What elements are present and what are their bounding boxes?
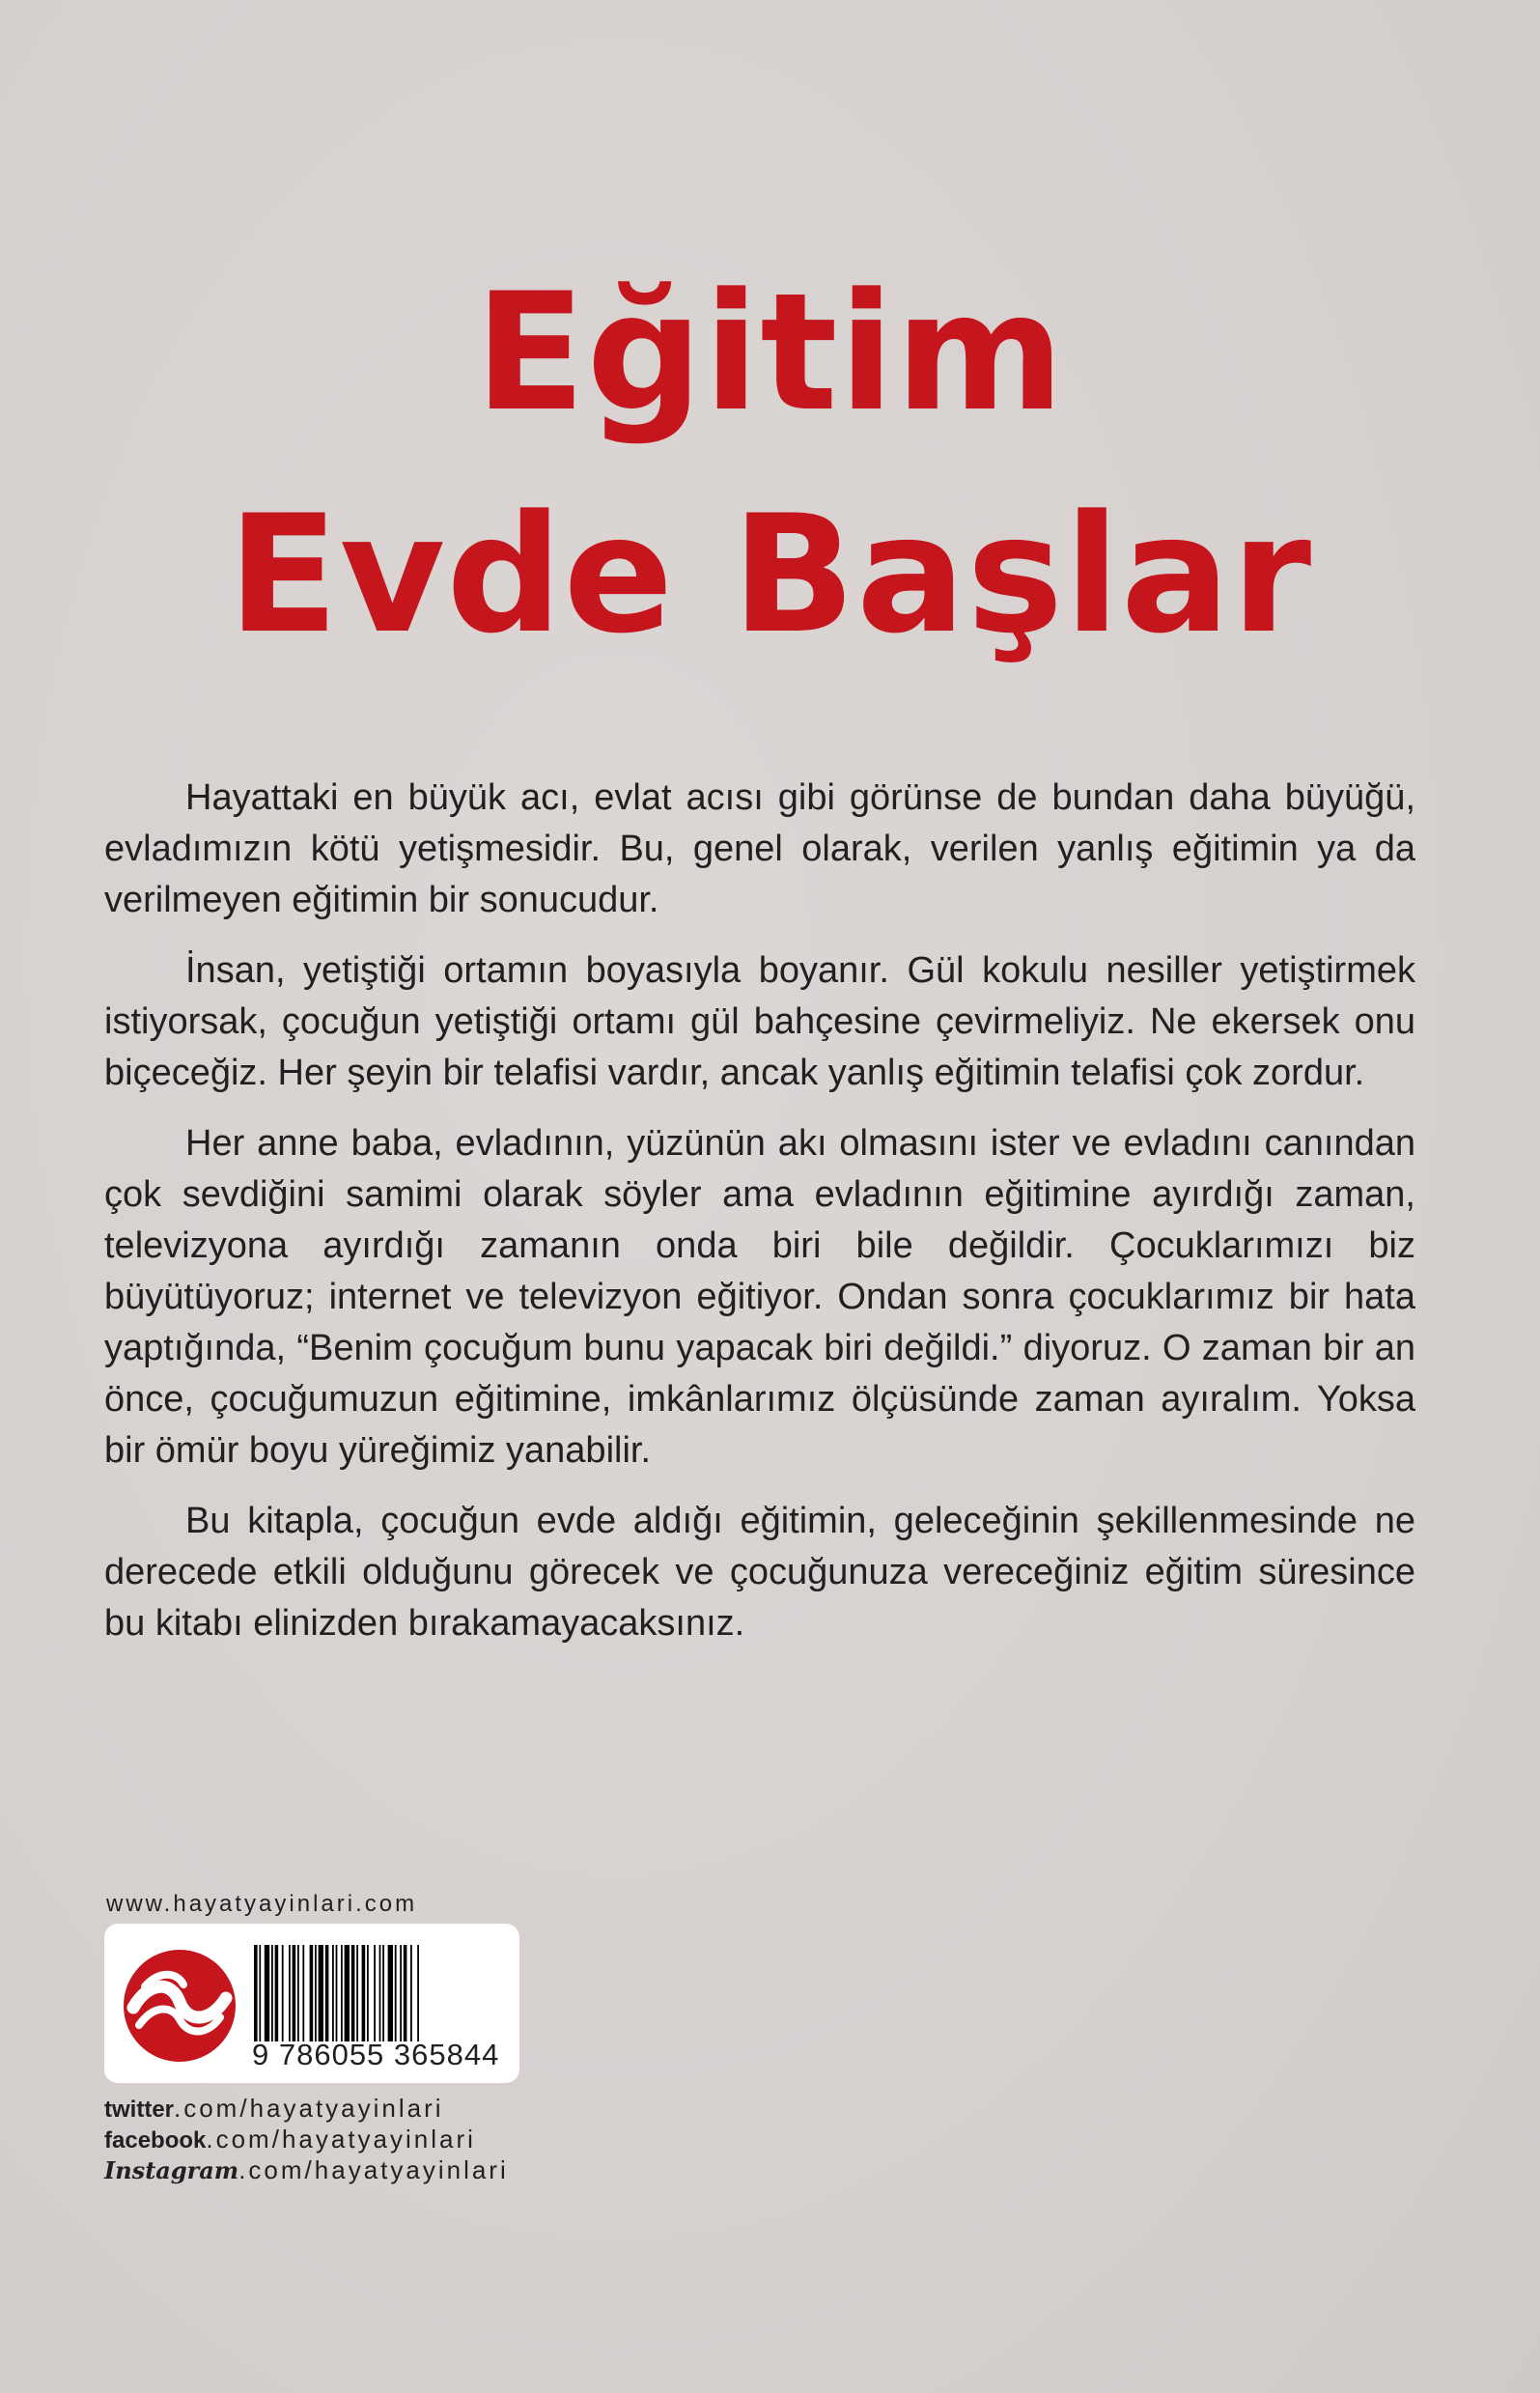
barcode-bar xyxy=(254,1945,258,2041)
blurb-paragraph-2: İnsan, yetiştiği ortamın boyasıyla boyanır. Gül kokulu nesiller yetiştirmek istiyorsak, çocuğun yetiştiği ortamı gül bahçesine çevirmeliyiz. Ne ekersek onu biçeceğiz. Her şeyin bir telafisi vardır, ancak yanlış eğitimin telafisi çok zordur. xyxy=(104,950,1415,1093)
blurb xyxy=(104,773,1415,1669)
barcode-bar xyxy=(374,1945,376,2041)
barcode-bar xyxy=(351,1945,355,2041)
barcode-bar xyxy=(310,1945,314,2041)
barcode-bar xyxy=(332,1945,334,2041)
barcode-bar xyxy=(382,1945,384,2041)
facebook-handle: .com/hayatyayinlari xyxy=(206,2125,476,2154)
twitter-handle: .com/hayatyayinlari xyxy=(174,2094,444,2123)
blurb-paragraph-3: Her anne baba, evladının, yüzünün akı olmasını ister ve evladını canından çok sevdiğini samimi olarak söyler ama evladının eğitimine ayırdığı zaman, televizyona ayırdığı zamanın onda biri bile değildir. Çocuklarımızı biz büyütüyoruz; internet ve televizyon eğitiyor. Ondan sonra çocuklarımız bir hata yaptığında, “Benim çocuğum bunu yapacak biri değildi.” diyoruz. O zaman bir an önce, çocuğumuzun eğitimine, imkânlarımız ölçüsünde zaman ayıralım. Yoksa bir ömür boyu yüreğimiz yanabilir. xyxy=(104,1123,1415,1471)
barcode-bar xyxy=(400,1945,402,2041)
social-twitter[interactable] xyxy=(104,2094,509,2125)
barcode-bar xyxy=(379,1945,381,2041)
barcode-bar xyxy=(302,1945,304,2041)
barcode-bar xyxy=(315,1945,317,2041)
barcode xyxy=(254,1945,507,2041)
barcode-bar xyxy=(417,1945,419,2041)
book-title xyxy=(0,241,1540,686)
twitter-brand: twitter xyxy=(104,2097,174,2123)
barcode-bar xyxy=(293,1945,296,2041)
hayat-logo-icon xyxy=(122,1948,238,2064)
barcode-box xyxy=(104,1924,519,2083)
barcode-bar xyxy=(271,1945,273,2041)
social-instagram[interactable] xyxy=(104,2155,509,2185)
social-links xyxy=(104,2094,509,2185)
title-line-2: Evde Başlar xyxy=(227,480,1313,669)
barcode-bar xyxy=(282,1945,284,2041)
barcode-bar xyxy=(341,1945,343,2041)
blurb-paragraph-1: Hayattaki en büyük acı, evlat acısı gibi görünse de bundan daha büyüğü, evladımızın kötü yetişmesidir. Bu, genel olarak, verilen yanlış eğitimin ya da verilmeyen eğitimin bir sonucudur. xyxy=(104,777,1415,920)
barcode-bar xyxy=(289,1945,291,2041)
barcode-bar xyxy=(362,1945,366,2041)
barcode-bar xyxy=(395,1945,397,2041)
barcode-bar xyxy=(345,1945,350,2041)
isbn-number: 9 786055 365844 xyxy=(252,2038,500,2071)
barcode-bar xyxy=(319,1945,323,2041)
barcode-bar xyxy=(325,1945,329,2041)
blurb-paragraph-4: Bu kitapla, çocuğun evde aldığı eğitimin, geleceğinin şekillenmesinde ne derecede etkili olduğunu görecek ve çocuğunuza vereceğiniz eğitim süresince bu kitabı elinizden bırakamayacaksınız. xyxy=(104,1501,1415,1644)
instagram-handle: .com/hayatyayinlari xyxy=(238,2155,509,2184)
barcode-bar xyxy=(259,1945,261,2041)
barcode-bar xyxy=(404,1945,407,2041)
barcode-bar xyxy=(265,1945,269,2041)
barcode-bar xyxy=(297,1945,299,2041)
barcode-bar xyxy=(356,1945,358,2041)
barcode-bar xyxy=(336,1945,338,2041)
title-line-1: Eğitim xyxy=(474,258,1066,447)
facebook-brand: facebook xyxy=(104,2127,207,2154)
publisher-website: www.hayatyayinlari.com xyxy=(106,1891,418,1917)
barcode-bar xyxy=(388,1945,393,2041)
instagram-brand: Instagram xyxy=(104,2156,239,2184)
barcode-bar xyxy=(367,1945,369,2041)
social-facebook[interactable] xyxy=(104,2125,509,2155)
barcode-bar xyxy=(275,1945,279,2041)
barcode-bar xyxy=(410,1945,412,2041)
